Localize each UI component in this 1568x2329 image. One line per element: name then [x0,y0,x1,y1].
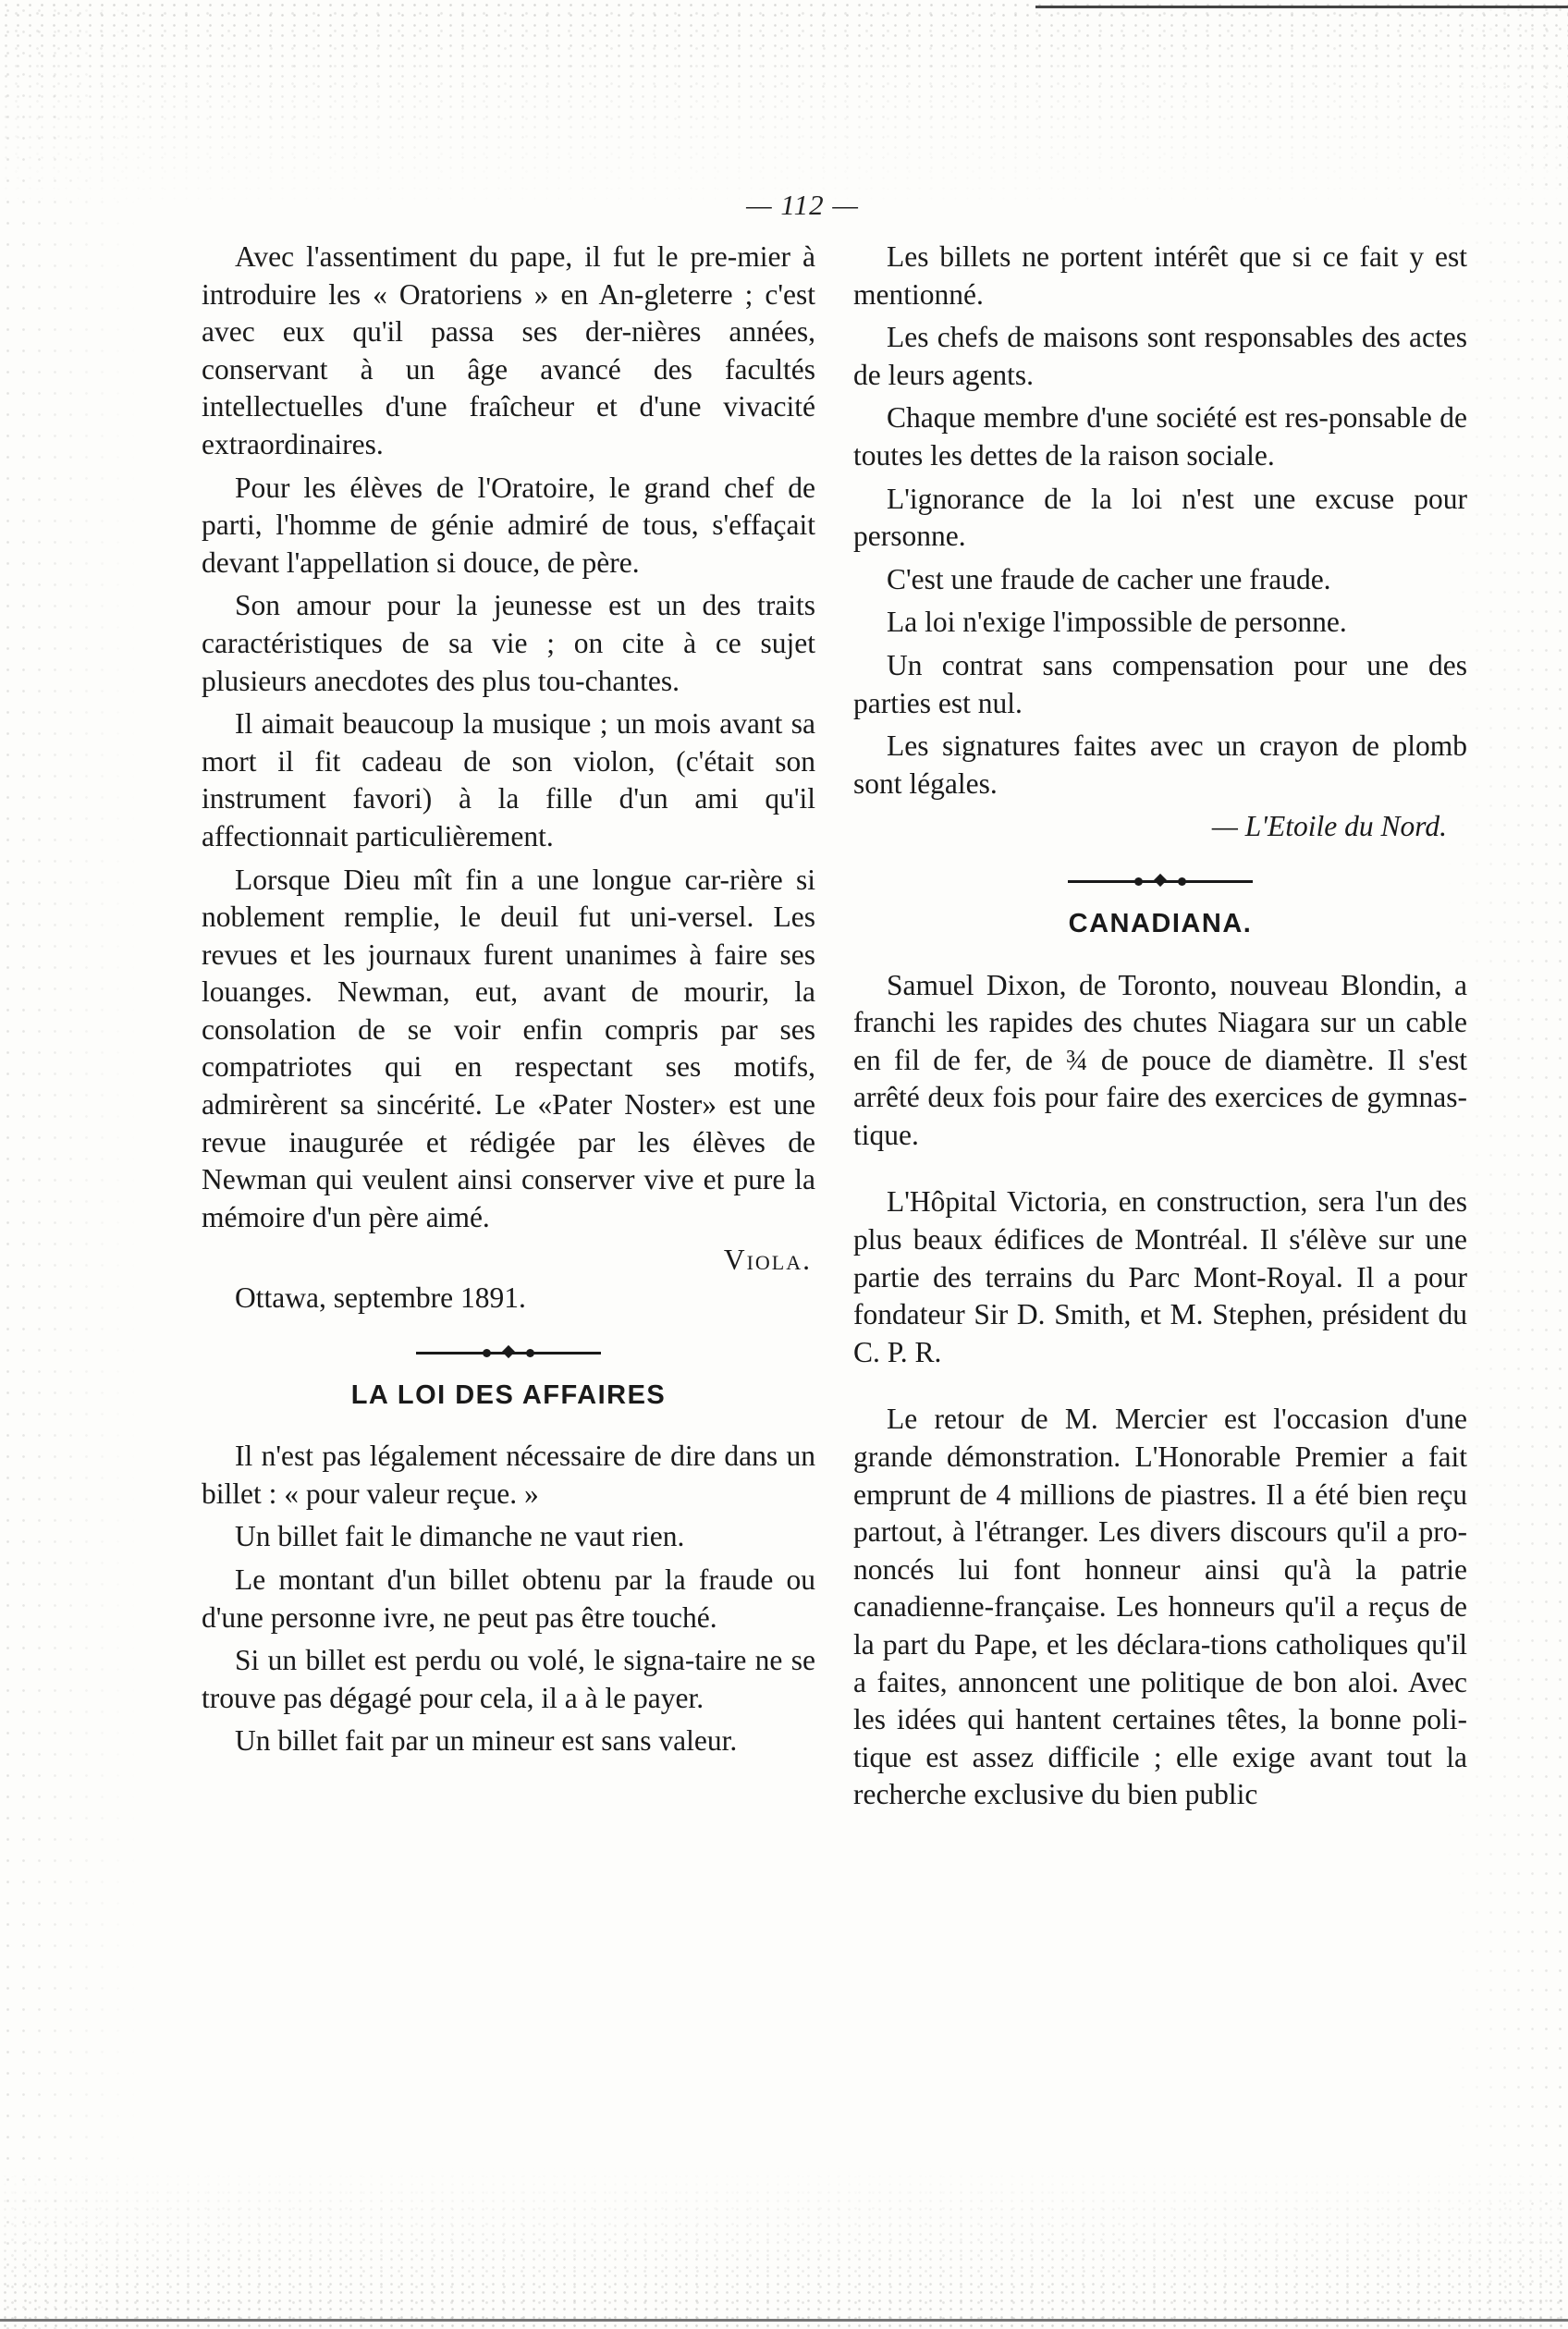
divider-dot-icon [1178,877,1186,886]
divider-diamond-icon [1154,874,1167,887]
paragraph: Avec l'assentiment du pape, il fut le pre-mier à introduire les « Oratoriens » en An-gleterre ; c'est avec eux qu'il passa ses der-nières années, conservant à un âge avancé des facultés intellectuelles d'une fraîcheur et d'une vivacité extraordinaires. [202,240,815,460]
scan-edge-bottom [0,2319,1568,2322]
paragraph: Les chefs de maisons sont responsables des actes de leurs agents. [853,321,1467,391]
paragraph: Samuel Dixon, de Toronto, nouveau Blondin, a franchi les rapides des chutes Niagara sur un cable en fil de fer, de ¾ de pouce de diamètre. Il s'est arrêté deux fois pour faire des exercices de gymnas-tique. [853,968,1467,1151]
divider-dot-icon [526,1349,534,1357]
paragraph: Il aimait beaucoup la musique ; un mois avant sa mort il fit cadeau de son violon, (c'était son instrument favori) à la fille d'un ami qu'il affectionnait particulièrement. [202,707,815,852]
section-heading: LA LOI DES AFFAIRES [350,1379,667,1410]
paragraph: Un billet fait le dimanche ne vaut rien. [235,1520,685,1553]
paragraph: Un billet fait par un mineur est sans valeur. [235,1724,738,1758]
paragraph: Si un billet est perdu ou volé, le signa-taire ne se trouve pas dégagé pour cela, il a à le payer. [202,1644,815,1714]
divider-dot-icon [483,1349,491,1357]
paragraph: Le montant d'un billet obtenu par la fraude ou d'une personne ivre, ne peut pas être touché. [202,1563,815,1634]
paragraph: Lorsque Dieu mît fin a une longue car-rière si noblement remplie, le deuil fut uni-versel. Les revues et les journaux furent unanimes à faire ses louanges. Newman, eut, avant de mourir, la consolation de se voir enfin compris par ses compatriotes qui en respectant ses motifs, admirèrent sa sincérité. Le «Pater Noster» est une revue inaugurée et rédigée par les élèves de Newman qui veulent ainsi conserver vive et pure la mémoire d'un père aimé. [202,863,815,1233]
paragraph-gap [853,1377,1467,1401]
paragraph: Son amour pour la jeunesse est un des traits caractéristiques de sa vie ; on cite à ce sujet plusieurs anecdotes des plus tou-chantes. [202,589,815,697]
paragraph: Il n'est pas légalement nécessaire de dire dans un billet : « pour valeur reçue. » [202,1440,815,1510]
paragraph-gap [853,1159,1467,1183]
section-heading: CANADIANA. [1068,908,1253,938]
divider-diamond-icon [502,1345,515,1358]
scan-noise-top [0,0,1568,213]
paragraph: Le retour de M. Mercier est l'occasion d'une grande démonstration. L'Honorable Premier a fait emprunt de 4 millions de piastres. Il a été bien reçu partout, à l'étranger. Les divers discours qu'il a pro-noncés lui font honneur ainsi qu'à la patrie canadienne-française. Les honneurs qu'il a reçus de la part du Pape, et les déclara-tions catholiques qu'il a faites, annoncent une politique de bon aloi. Avec les idées qui hantent certaines têtes, la bonne poli-tique est assez difficile ; elle exige avant tout la recherche exclusive du bien public [853,1403,1467,1811]
section-divider [853,863,1467,900]
right-column [853,239,1467,1820]
paragraph: L'Hôpital Victoria, en construction, sera l'un des plus beaux édifices de Montréal. Il s'élève sur une partie des terrains du Parc Mont-Royal. Il a pour fondateur Sir D. Smith, et M. Stephen, président du C. P. R. [853,1185,1467,1368]
left-column [202,239,815,1766]
paragraph: Un contrat sans compensation pour une des parties est nul. [853,648,1467,719]
scan-noise-bottom [0,2164,1568,2329]
page-number: — 112 — [746,189,859,221]
paragraph: La loi n'exige l'impossible de personne. [887,606,1347,639]
source-attribution: — L'Etoile du Nord. [1211,810,1447,843]
paragraph: Chaque membre d'une société est res-ponsable de toutes les dettes de la raison sociale. [853,401,1467,472]
divider-dot-icon [1134,877,1143,886]
paragraph: L'ignorance de la loi n'est une excuse pour personne. [853,482,1467,553]
paragraph: Les signatures faites avec un crayon de plomb sont légales. [853,729,1467,800]
author-signature: Viola. [723,1244,812,1277]
paragraph: Pour les élèves de l'Oratoire, le grand chef de parti, l'homme de génie admiré de tous, s'effaçait devant l'appellation si douce, de père. [202,471,815,579]
paragraph: C'est une fraude de cacher une fraude. [887,562,1331,595]
scan-noise-left [0,0,139,2329]
dateline: Ottawa, septembre 1891. [235,1281,526,1315]
scan-edge-top [1035,6,1568,8]
section-divider [202,1334,815,1371]
paragraph: Les billets ne portent intérêt que si ce fait y est mentionné. [853,240,1467,311]
